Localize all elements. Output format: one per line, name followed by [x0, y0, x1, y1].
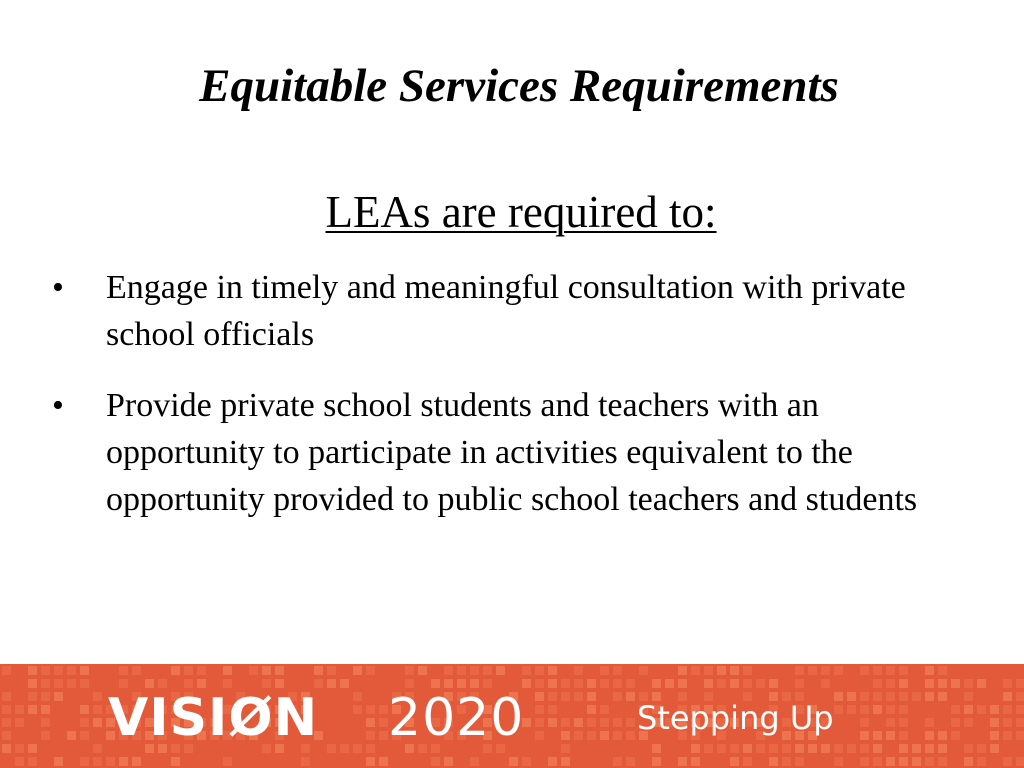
footer-tagline: Stepping Up	[637, 699, 834, 737]
year-logo: 2020	[388, 688, 525, 748]
vision-logo: VISIØN	[108, 688, 319, 748]
bullet-text: Provide private school students and teachers with an opportunity to participate in activities equivalent to the opportunity provided to public school teachers and students	[106, 387, 918, 518]
slide-subtitle: LEAs are required to:	[325, 187, 717, 237]
bullet-text: Engage in timely and meaningful consultation with private school officials	[106, 269, 906, 353]
slide-title: Equitable Services Requirements	[199, 60, 839, 112]
bullet-icon: •	[52, 269, 64, 306]
bullet-icon: •	[52, 387, 64, 424]
